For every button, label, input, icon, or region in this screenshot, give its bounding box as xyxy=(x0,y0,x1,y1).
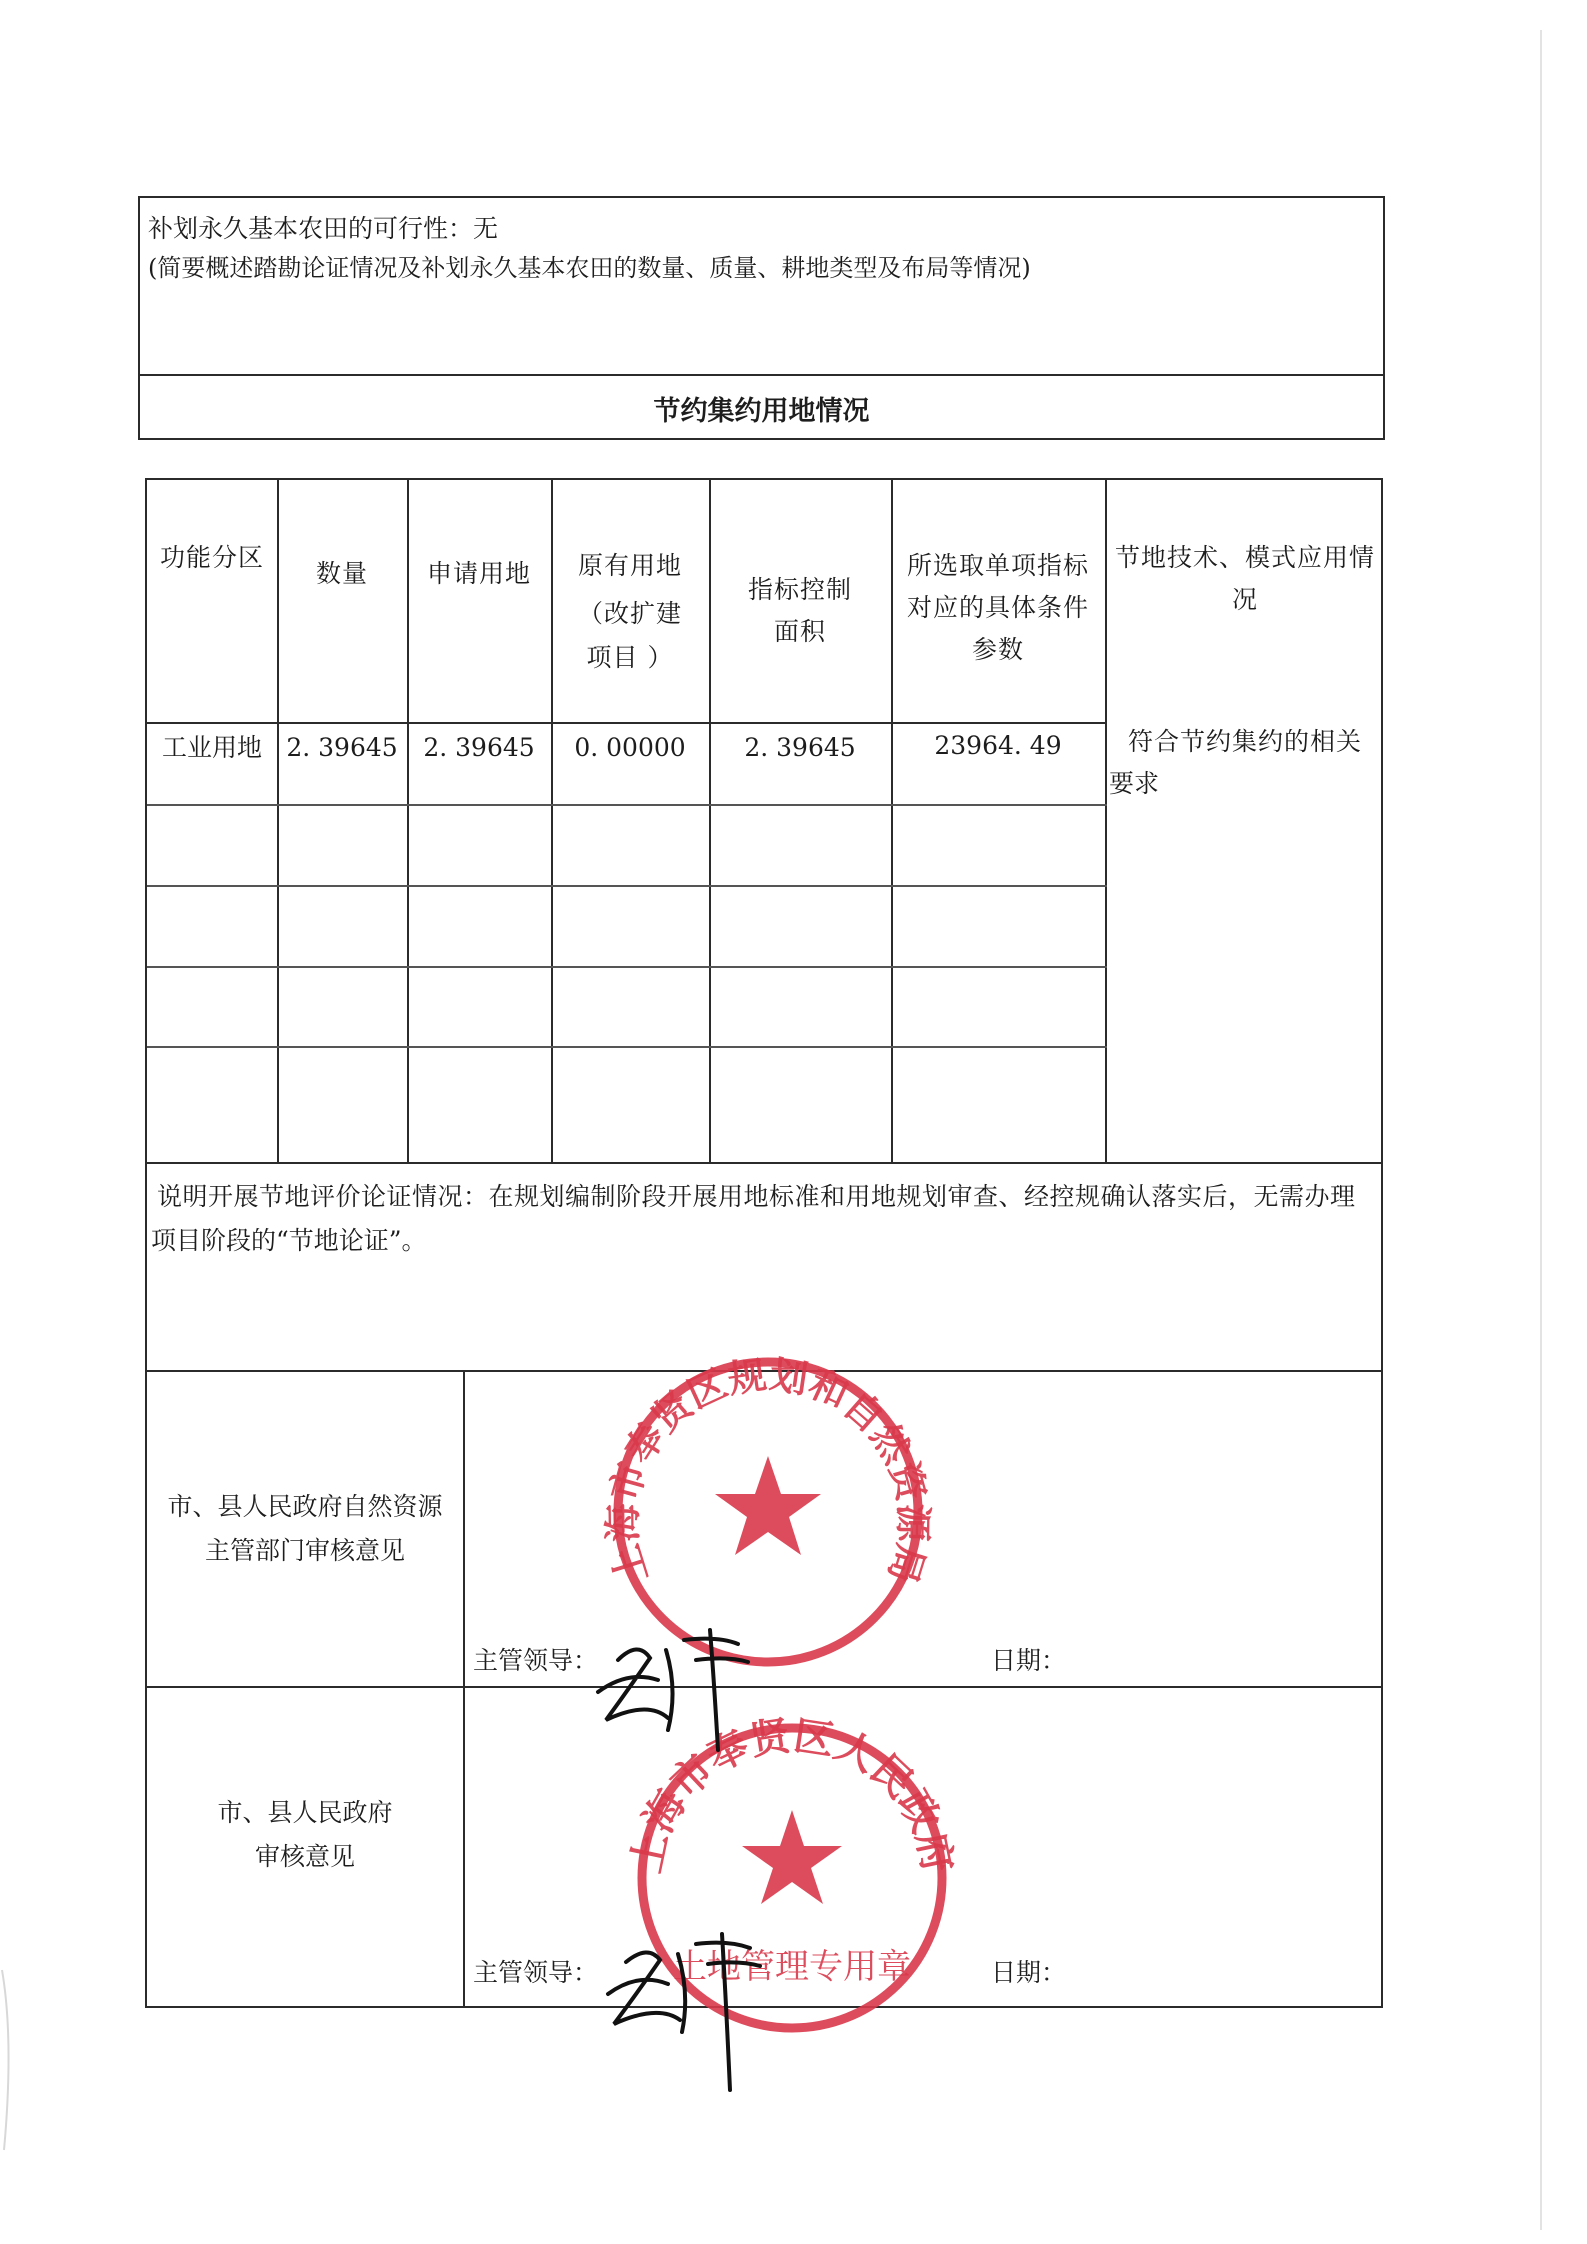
cell-tech-1: 符合节约集约的相关 xyxy=(1127,727,1362,756)
header-existing-3: 项目 ） xyxy=(586,643,674,672)
col-line xyxy=(463,1370,465,2006)
feasibility-title: 补划永久基本农田的可行性：无 xyxy=(148,214,499,243)
cell-param: 23964. 49 xyxy=(934,731,1062,760)
row-line xyxy=(147,804,1107,806)
cell-apply: 2. 39645 xyxy=(423,733,535,762)
row-line xyxy=(147,1046,1107,1048)
cell-existing: 0. 00000 xyxy=(574,733,686,762)
signature-2 xyxy=(598,1900,778,2100)
header-existing-2: （改扩建 xyxy=(577,599,682,628)
header-param-1: 所选取单项指标 xyxy=(906,551,1089,580)
header-tech-2: 况 xyxy=(1231,585,1258,614)
review2-label-1: 市、县人民政府 xyxy=(217,1798,393,1827)
stamp2-text: 上海市奉贤区人民政府 xyxy=(623,1713,961,1877)
cell-index: 2. 39645 xyxy=(744,733,856,762)
review1-leader-label: 主管领导： xyxy=(473,1646,599,1675)
signature-1 xyxy=(588,1600,768,1760)
header-count: 数量 xyxy=(315,559,368,588)
scan-edge-mark xyxy=(0,1960,20,2160)
row-line xyxy=(147,1162,1381,1164)
stamp1-text: 上海市奉贤区规划和自然资源局 xyxy=(600,1352,936,1589)
feasibility-note: (简要概述踏勘论证情况及补划永久基本农田的数量、质量、耕地类型及布局等情况) xyxy=(148,254,1031,282)
review2-label-2: 审核意见 xyxy=(254,1842,355,1871)
cell-tech-2: 要求 xyxy=(1109,769,1160,798)
row-line xyxy=(147,966,1107,968)
explanation-line-2: 项目阶段的“节地论证”。 xyxy=(151,1226,427,1255)
header-apply: 申请用地 xyxy=(426,559,531,588)
explanation-line-1: 说明开展节地评价论证情况：在规划编制阶段开展用地标准和用地规划审查、经控规确认落实后，无需办理 xyxy=(157,1182,1356,1211)
cell-zone: 工业用地 xyxy=(161,733,262,762)
scan-edge-line xyxy=(1540,30,1542,2230)
header-param-2: 对应的具体条件 xyxy=(906,593,1089,622)
cell-count: 2. 39645 xyxy=(286,733,398,762)
row-line xyxy=(147,885,1107,887)
review1-date-label: 日期： xyxy=(991,1646,1067,1675)
section-divider xyxy=(140,374,1383,376)
header-param-3: 参数 xyxy=(971,635,1024,664)
header-index-2: 面积 xyxy=(773,617,826,646)
stamp2-subtext: 土地管理专用章 xyxy=(673,1947,911,1987)
review2-leader-label: 主管领导： xyxy=(473,1958,599,1987)
feasibility-section xyxy=(138,196,1385,440)
header-tech-1: 节地技术、模式应用情 xyxy=(1114,543,1375,572)
header-existing-1: 原有用地 xyxy=(577,551,682,580)
review1-label-1: 市、县人民政府自然资源 xyxy=(167,1492,443,1521)
section-title: 节约集约用地情况 xyxy=(653,396,870,427)
header-zone: 功能分区 xyxy=(159,543,264,572)
header-index-1: 指标控制 xyxy=(747,575,852,604)
review2-date-label: 日期： xyxy=(991,1958,1067,1987)
review1-label-2: 主管部门审核意见 xyxy=(204,1536,405,1565)
